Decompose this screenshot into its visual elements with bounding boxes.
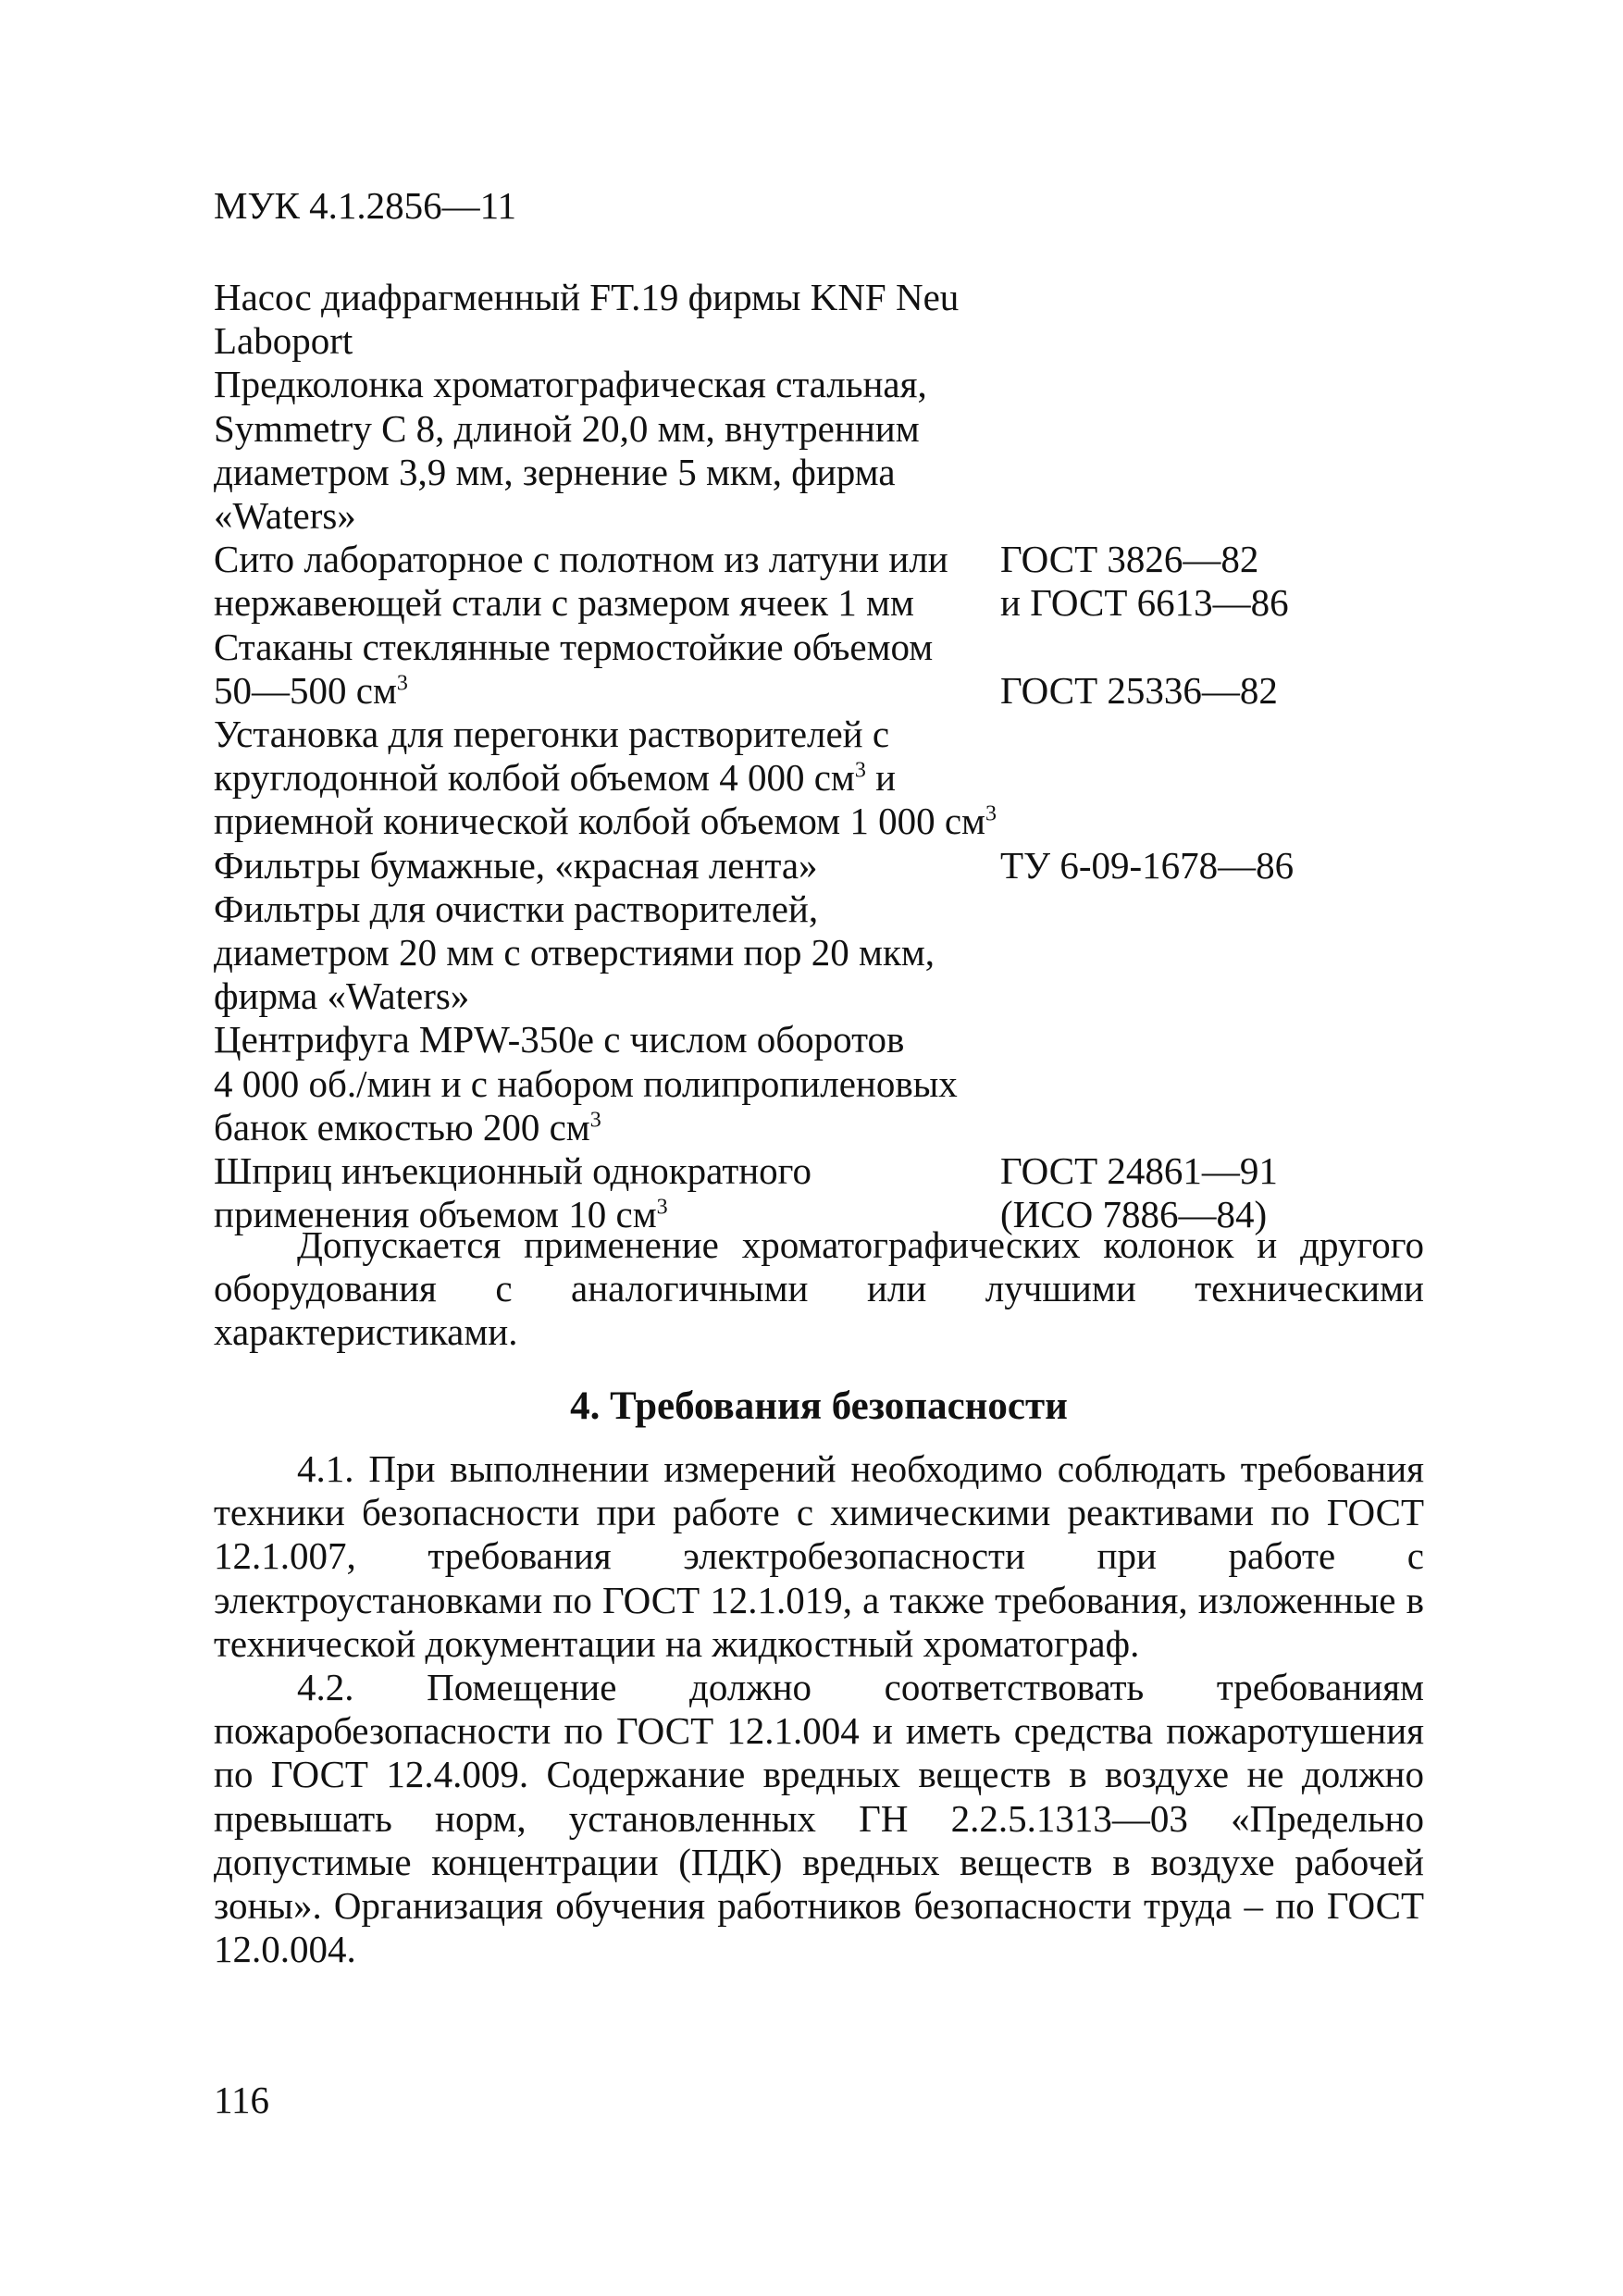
equipment-item-distillation (214, 713, 1306, 844)
equipment-item-pump (214, 276, 1306, 363)
equipment-desc-line: Сито лабораторное с полотном из латуни или (214, 538, 948, 581)
equipment-desc-line: банок емкостью 200 $см^3$ (214, 1105, 601, 1148)
standard-reference: и ГОСТ 6613—86 (1000, 581, 1289, 625)
equipment-desc-line: нержавеющей стали с размером ячеек 1 мм (214, 581, 914, 625)
equipment-item-paper-filters (214, 844, 1306, 887)
equipment-desc-line: «Waters» (214, 494, 356, 538)
equipment-list (214, 276, 1306, 1236)
paragraph-4-1: 4.1. При выполнении измерений необходимо соблюдать требования техники безопасности при работе с химическими реактивами по ГОСТ 12.1.007, требования электробезопасности при работе с электроустановками по ГОСТ 12.1.019, а также требования, изложенные в технической документации на жидкостный хроматограф. (214, 1447, 1424, 1665)
equipment-desc-line: Стаканы стеклянные термостойкие объемом (214, 625, 934, 668)
equipment-item-beakers (214, 626, 1306, 713)
equipment-item-precolumn (214, 363, 1306, 538)
superscript-cubic: 3 (396, 671, 408, 696)
equipment-desc-line: 50—500 $см^3$ (214, 668, 408, 712)
equipment-desc-line: диаметром 20 мм с отверстиями пор 20 мкм, (214, 931, 935, 974)
equipment-item-sieve (214, 538, 1306, 625)
equipment-item-centrifuge (214, 1018, 1306, 1149)
equipment-desc-line: Установка для перегонки растворителей с (214, 713, 890, 756)
equipment-desc-line: Фильтры для очистки растворителей, (214, 887, 819, 930)
superscript-cubic: 3 (985, 801, 997, 826)
standard-reference: ТУ 6-09-1678—86 (1000, 843, 1295, 887)
superscript-cubic: 3 (656, 1195, 668, 1220)
paragraph-4-2: 4.2. Помещение должно соответствовать требованиям пожаробезопасности по ГОСТ 12.1.004 и иметь средства пожаротушения по ГОСТ 12.4.009. Содержание вредных веществ в воздухе не должно превышать норм, установленных ГН 2.2.5.1313—03 «Предельно допустимые концентрации (ПДК) вредных веществ в воздухе рабочей зоны». Организация обучения работников безопасности труда – по ГОСТ 12.0.004. (214, 1666, 1424, 1971)
equipment-desc-line: приемной конической колбой объемом 1 000 $см^3$ (214, 800, 997, 843)
equipment-desc-line: Предколонка хроматографическая стальная, (214, 363, 927, 406)
equipment-desc-line: круглодонной колбой объемом 4 000 $см^3$ и (214, 756, 897, 800)
equipment-note: Допускается применение хроматографических колонок и другого оборудования с аналогичными или лучшими техническими характеристиками. (214, 1223, 1424, 1354)
equipment-item-solvent-filters (214, 887, 1306, 1019)
standard-reference: ГОСТ 24861—91 (1000, 1149, 1278, 1193)
equipment-desc-line: диаметром 3,9 мм, зернение 5 мкм, фирма (214, 450, 896, 493)
equipment-desc-line: Насос диафрагменный FT.19 фирмы KNF Neu (214, 276, 960, 318)
equipment-desc-line: фирма «Waters» (214, 974, 470, 1018)
standard-reference: ГОСТ 25336—82 (1000, 668, 1278, 712)
section-title: 4. Требования безопасности (570, 1384, 1068, 1428)
equipment-desc-line: Laboport (214, 319, 353, 363)
superscript-cubic: 3 (589, 1108, 601, 1133)
superscript-cubic: 3 (854, 758, 866, 783)
page-number: 116 (214, 2079, 269, 2121)
equipment-desc-line: Шприц инъекционный однократного (214, 1149, 812, 1193)
document-code: МУК 4.1.2856—11 (214, 184, 517, 227)
standard-reference: ГОСТ 3826—82 (1000, 538, 1259, 581)
equipment-desc-line: Фильтры бумажные, «красная лента» (214, 843, 818, 887)
equipment-desc-line: 4 000 об./мин и с набором полипропиленовых (214, 1061, 958, 1105)
standard-reference: (ИСО 7886—84) (1000, 1193, 1268, 1236)
equipment-desc-line: Центрифуга MPW-350e с числом оборотов (214, 1018, 905, 1061)
equipment-desc-line: применения объемом 10 $см^3$ (214, 1193, 668, 1236)
equipment-desc-line: Symmetry С 8, длиной 20,0 мм, внутренним (214, 406, 920, 450)
